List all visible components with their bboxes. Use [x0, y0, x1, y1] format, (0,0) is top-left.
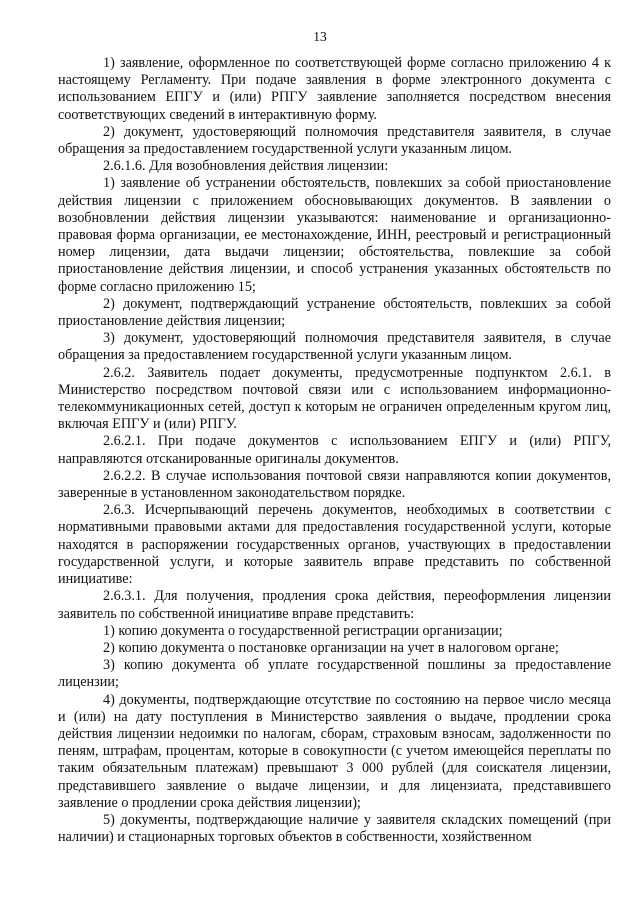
paragraph: 1) заявление об устранении обстоятельств, повлекших за собой приостановление действия лицензии с приложением обосновывающих документов. В заявлении о возобновлении действия лицензии указываются: наименование и организационно-правовая форма организации, ее местонахождение, ИНН, реестровый и регистрационный номер лицензии, дата выдачи лицензии; обстоятельства, повлекшие за собой приостановление действия лицензии, и способ устранения указанных обстоятельств по форме согласно приложению 15; [58, 175, 611, 295]
paragraph: 2.6.2. Заявитель подает документы, предусмотренные подпунктом 2.6.1. в Министерство посредством почтовой связи или с использованием информационно-телекоммуникационных сетей, доступ к которым не ограничен определенным кругом лиц, включая ЕПГУ и (или) РПГУ. [58, 364, 611, 433]
list-item: 4) документы, подтверждающие отсутствие по состоянию на первое число месяца и (или) на дату поступления в Министерство заявления о выдаче, продлении срока действия лицензии недоимки по налогам, сборам, страховым взносам, задолженности по пеням, штрафам, процентам, которые в совокупности (с учетом имеющейся переплаты по таким обязательным платежам) превышают 3 000 рублей (для соискателя лицензии, представившего заявление о выдаче лицензии, и для лицензиата, представившего заявление о продлении срока действия лицензии); [58, 691, 611, 811]
section-heading: 2.6.1.6. Для возобновления действия лицензии: [103, 158, 389, 175]
page-number: 13 [313, 29, 327, 44]
paragraph: 2.6.3.1. Для получения, продления срока действия, переоформления лицензии заявитель по собственной инициативе вправе представить: [58, 588, 611, 622]
list-item: 1) копию документа о государственной регистрации организации; [103, 622, 503, 639]
list-item: 3) копию документа об уплате государственной пошлины за предоставление лицензии; [58, 657, 611, 691]
paragraph: 2) документ, удостоверяющий полномочия представителя заявителя, в случае обращения за предоставлением государственной услуги указанным лицом. [58, 123, 611, 158]
paragraph: 2.6.3. Исчерпывающий перечень документов, необходимых в соответствии с нормативными правовыми актами для предоставления государственной услуги, которые находятся в распоряжении государственных органов, участвующих в предоставлении государственной услуги, и которые заявитель вправе представить по собственной инициативе: [58, 502, 611, 588]
document-body [58, 55, 611, 846]
paragraph: 3) документ, удостоверяющий полномочия представителя заявителя, в случае обращения за предоставлением государственной услуги указанным лицом. [58, 330, 611, 364]
paragraph: 1) заявление, оформленное по соответствующей форме согласно приложению 4 к настоящему Регламенту. При подаче заявления в форме электронного документа с использованием ЕПГУ и (или) РПГУ заявление заполняется посредством внесения соответствующих сведений в интерактивную форму. [58, 55, 611, 123]
list-item: 2) копию документа о постановке организации на учет в налоговом органе; [103, 639, 559, 656]
list-item: 5) документы, подтверждающие наличие у заявителя складских помещений (при наличии) и стационарных торговых объектов в собственности, хозяйственном [58, 811, 611, 846]
paragraph: 2.6.2.1. При подаче документов с использованием ЕПГУ и (или) РПГУ, направляются отсканированные оригиналы документов. [58, 433, 611, 467]
paragraph: 2) документ, подтверждающий устранение обстоятельств, повлекших за собой приостановление действия лицензии; [58, 295, 611, 330]
paragraph: 2.6.2.2. В случае использования почтовой связи направляются копии документов, заверенные в установленном законодательством порядке. [58, 467, 611, 502]
